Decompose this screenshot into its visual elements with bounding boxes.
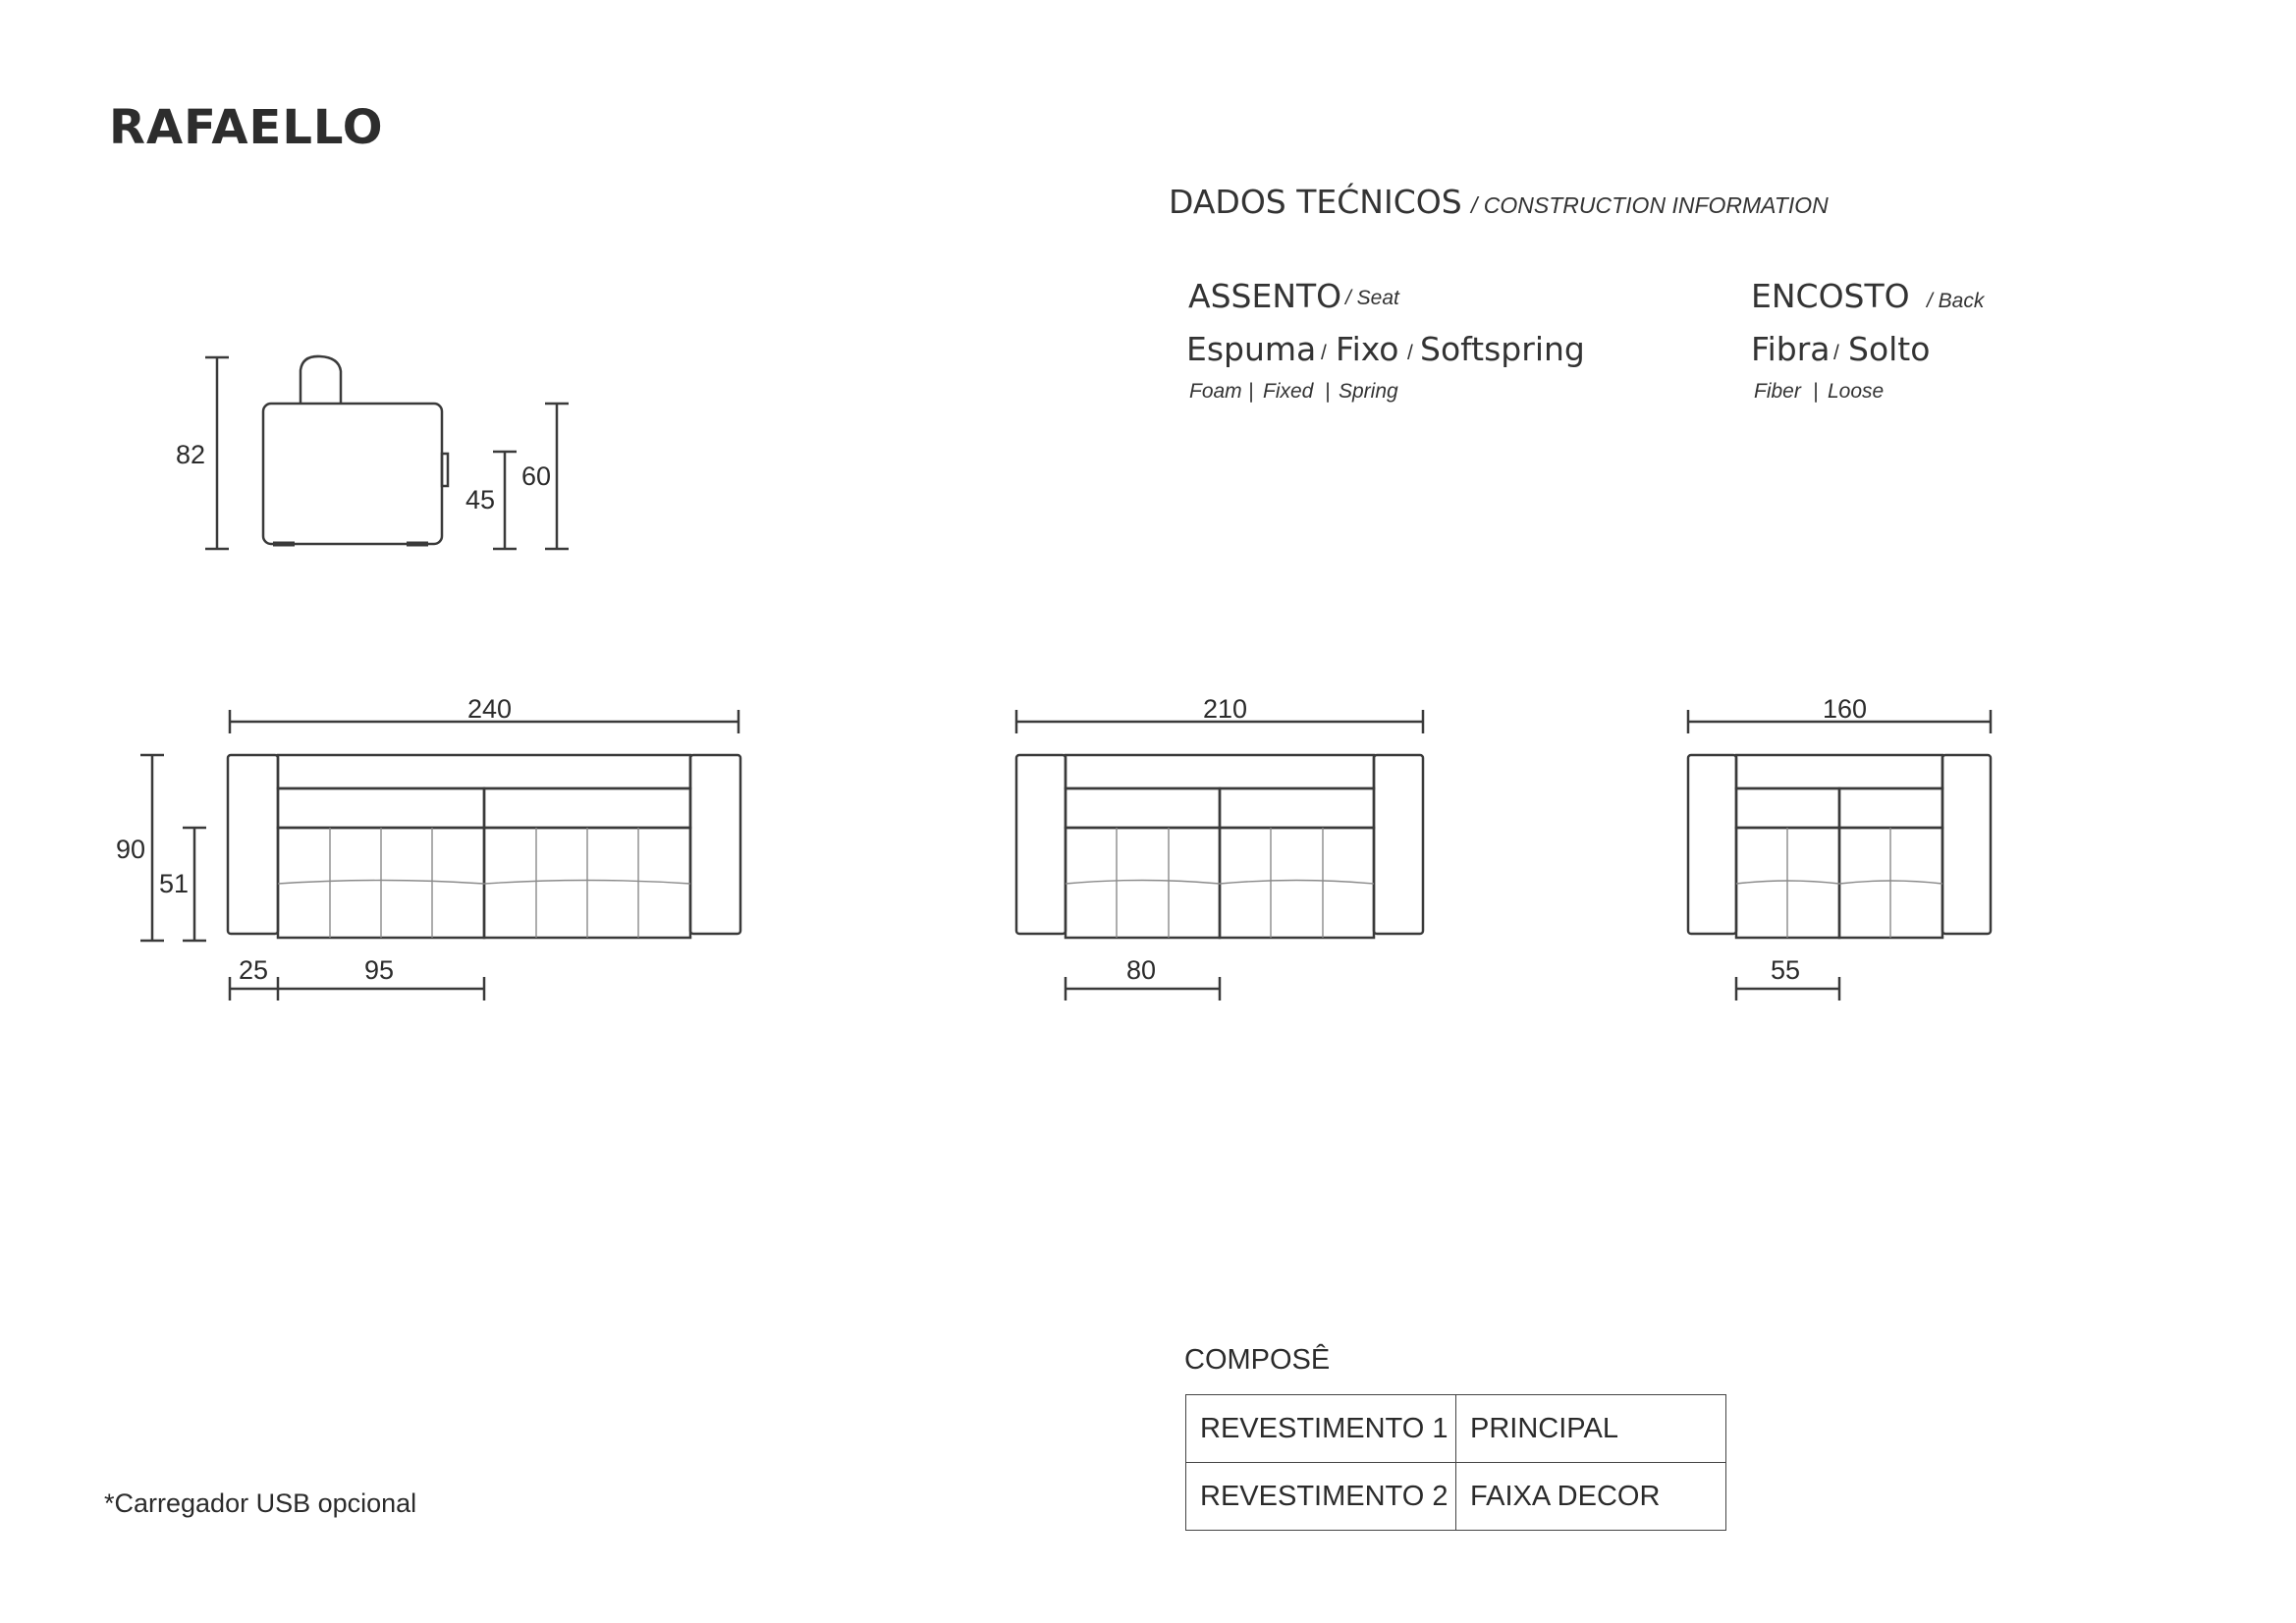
table-row [1186, 1463, 1726, 1531]
dim-sofa-240-width: 240 [467, 694, 513, 724]
seat-value-3: Softspring [1420, 330, 1585, 368]
dim-side-seat-height: 45 [465, 485, 496, 514]
separator: / [1321, 342, 1327, 364]
seat-value-1: Espuma [1186, 330, 1317, 368]
technical-heading: DADOS TEĆNICOS [1169, 183, 1462, 221]
separator: | [1248, 380, 1254, 403]
product-title: RAFAELLO [109, 100, 384, 155]
back-label-en: / Back [1927, 290, 1985, 312]
sofa-160-drawing [1688, 710, 1991, 1001]
seat-value-en-2: Fixed [1263, 380, 1314, 403]
separator: | [1813, 380, 1819, 403]
sofa-210-drawing [1016, 710, 1423, 1001]
separator: | [1325, 380, 1331, 403]
composition-value: PRINCIPAL [1456, 1395, 1726, 1463]
side-view-drawing [205, 356, 569, 549]
dim-arm-width: 25 [239, 955, 269, 985]
composition-value: FAIXA DECOR [1456, 1463, 1726, 1531]
back-value-en-1: Fiber [1754, 380, 1801, 403]
seat-label: ASSENTO [1188, 277, 1342, 315]
composition-name: REVESTIMENTO 1 [1186, 1395, 1456, 1463]
dim-side-arm-height: 60 [521, 461, 552, 491]
seat-label-en: / Seat [1345, 287, 1399, 309]
composition-title: COMPOSÊ [1184, 1344, 1331, 1376]
usb-note: *Carregador USB opcional [104, 1488, 417, 1518]
dim-sofa-160-seat-width: 55 [1771, 955, 1801, 985]
dim-sofa-seat-height: 51 [159, 869, 190, 898]
back-value-en-2: Loose [1828, 380, 1885, 403]
technical-heading-en: / CONSTRUCTION INFORMATION [1471, 192, 1829, 218]
seat-value-2: Fixo [1336, 330, 1399, 368]
dim-sofa-240-seat-width: 95 [364, 955, 395, 985]
separator: / [1407, 342, 1413, 364]
table-row [1186, 1395, 1726, 1463]
tufting-lines [278, 828, 1942, 938]
dim-sofa-160-width: 160 [1823, 694, 1868, 724]
sofa-240-drawing [140, 710, 740, 1001]
back-value-2: Solto [1848, 330, 1931, 368]
dim-sofa-210-width: 210 [1203, 694, 1248, 724]
dim-sofa-height: 90 [116, 835, 146, 864]
back-value-1: Fibra [1751, 330, 1831, 368]
dim-side-height: 82 [176, 440, 206, 469]
back-label: ENCOSTO [1751, 277, 1910, 315]
separator: / [1833, 342, 1839, 364]
seat-value-en-1: Foam [1189, 380, 1242, 403]
composition-name: REVESTIMENTO 2 [1186, 1463, 1456, 1531]
composition-table [1185, 1394, 1726, 1531]
seat-value-en-3: Spring [1339, 380, 1398, 403]
dim-sofa-210-seat-width: 80 [1126, 955, 1157, 985]
